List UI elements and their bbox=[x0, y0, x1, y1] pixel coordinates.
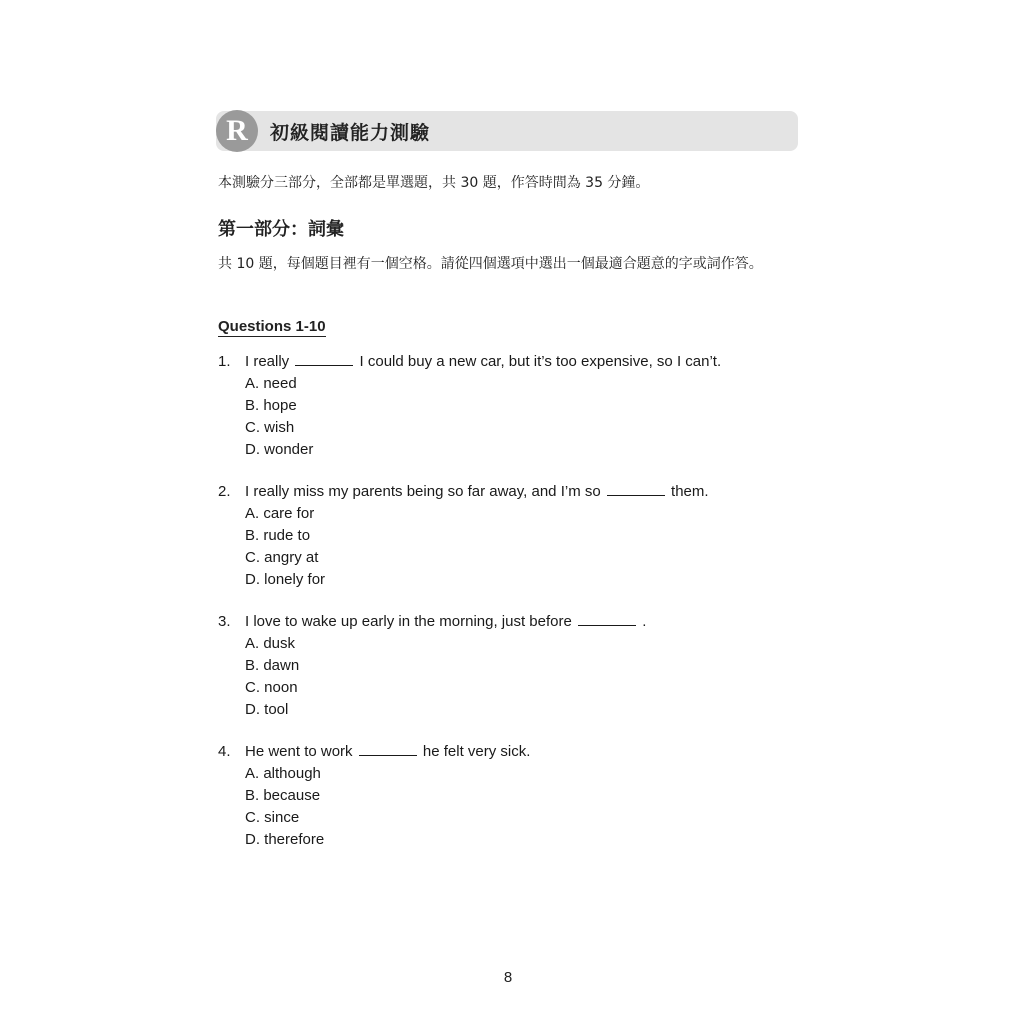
section-title: 初級閱讀能力測驗 bbox=[270, 122, 431, 144]
answer-option: D. wonder bbox=[245, 441, 314, 458]
question-item bbox=[218, 611, 798, 721]
question-text-after: . bbox=[642, 613, 647, 630]
answer-option: A. although bbox=[245, 765, 321, 782]
question-number: 4. bbox=[218, 743, 231, 760]
question-text-after: he felt very sick. bbox=[422, 743, 531, 760]
question-item bbox=[218, 351, 798, 461]
answer-option: B. hope bbox=[245, 397, 297, 414]
question-stem bbox=[218, 481, 798, 503]
answer-blank bbox=[295, 353, 353, 366]
answer-blank bbox=[359, 743, 417, 756]
answer-blank bbox=[607, 483, 665, 496]
answer-option: D. tool bbox=[245, 701, 289, 718]
answer-option: C. since bbox=[245, 809, 300, 826]
test-intro: 本測驗分三部分，全部都是單選題，共 30 題，作答時間為 35 分鐘。 bbox=[218, 175, 650, 191]
answer-option: D. therefore bbox=[245, 831, 325, 848]
question-text-after: I could buy a new car, but it’s too expensive, so I can’t. bbox=[359, 353, 722, 370]
question-item bbox=[218, 741, 798, 851]
section-badge: R bbox=[216, 110, 258, 152]
question-stem bbox=[218, 741, 798, 763]
answer-blank bbox=[578, 613, 636, 626]
answer-option: A. dusk bbox=[245, 635, 296, 652]
answer-option: A. care for bbox=[245, 505, 315, 522]
answer-option: B. because bbox=[245, 787, 321, 804]
question-number: 1. bbox=[218, 353, 231, 370]
question-text-before: He went to work bbox=[245, 743, 353, 760]
question-list bbox=[218, 351, 798, 871]
answer-option: B. rude to bbox=[245, 527, 311, 544]
answer-option: C. angry at bbox=[245, 549, 319, 566]
question-number: 3. bbox=[218, 613, 231, 630]
part-title: 第一部分：詞彙 bbox=[218, 219, 344, 240]
question-text-before: I love to wake up early in the morning, just before bbox=[245, 613, 572, 630]
question-item bbox=[218, 481, 798, 591]
question-stem bbox=[218, 351, 798, 373]
answer-option: C. wish bbox=[245, 419, 295, 436]
question-text-before: I really miss my parents being so far away, and I’m so bbox=[245, 483, 601, 500]
questions-heading: Questions 1-10 bbox=[218, 318, 326, 335]
question-text-before: I really bbox=[245, 353, 290, 370]
question-text-after: them. bbox=[671, 483, 709, 500]
part-description: 共 10 題，每個題目裡有一個空格。請從四個選項中選出一個最適合題意的字或詞作答。 bbox=[218, 256, 763, 272]
question-number: 2. bbox=[218, 483, 231, 500]
answer-option: C. noon bbox=[245, 679, 298, 696]
question-stem bbox=[218, 611, 798, 633]
answer-option: D. lonely for bbox=[245, 571, 326, 588]
answer-option: A. need bbox=[245, 375, 297, 392]
answer-option: B. dawn bbox=[245, 657, 300, 674]
page-number: 8 bbox=[503, 969, 513, 986]
